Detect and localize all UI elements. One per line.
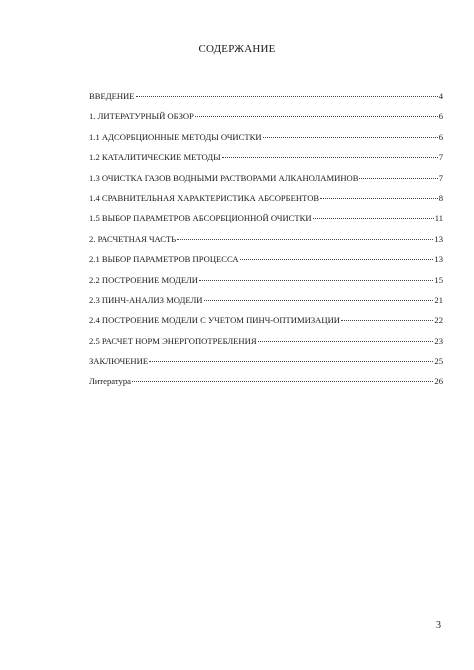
dot-leader xyxy=(341,320,433,321)
toc-entry xyxy=(89,294,443,314)
toc-entry-label: 1.5 ВЫБОР ПАРАМЕТРОВ АБСОРБЦИОННОЙ ОЧИСТКИ xyxy=(89,213,312,224)
toc-entry-page: 7 xyxy=(438,152,443,163)
dot-leader xyxy=(199,280,433,281)
toc-list xyxy=(89,90,443,396)
dot-leader xyxy=(149,361,433,362)
toc-entry-page: 6 xyxy=(438,111,443,122)
toc-entry xyxy=(89,274,443,294)
toc-entry-page: 21 xyxy=(434,294,443,305)
toc-entry xyxy=(89,110,443,130)
toc-entry xyxy=(89,253,443,273)
dot-leader xyxy=(177,239,433,240)
toc-entry-label: ВВЕДЕНИЕ xyxy=(89,91,135,101)
dot-leader xyxy=(359,178,437,179)
toc-entry-page: 23 xyxy=(434,335,443,346)
toc-entry-label: 1.1 АДСОРБЦИОННЫЕ МЕТОДЫ ОЧИСТКИ xyxy=(89,131,262,142)
toc-entry xyxy=(89,131,443,151)
toc-entry-label: 1.3 ОЧИСТКА ГАЗОВ ВОДНЫМИ РАСТВОРАМИ АЛКАНОЛАМИНОВ xyxy=(89,172,359,183)
dot-leader xyxy=(222,157,438,158)
toc-entry xyxy=(89,375,443,395)
toc-entry-page: 13 xyxy=(434,254,443,265)
toc-entry-page: 6 xyxy=(438,131,443,142)
toc-entry-page: 8 xyxy=(438,192,443,203)
toc-entry-label: 2.2 ПОСТРОЕНИЕ МОДЕЛИ xyxy=(89,274,198,285)
toc-entry xyxy=(89,192,443,212)
toc-entry xyxy=(89,90,443,110)
toc-entry xyxy=(89,233,443,253)
dot-leader xyxy=(195,116,438,117)
toc-entry-page: 22 xyxy=(434,315,443,326)
toc-entry-label: Литература xyxy=(89,376,131,387)
toc-entry-label: 2.5 РАСЧЕТ НОРМ ЭНЕРГОПОТРЕБЛЕНИЯ xyxy=(89,335,257,346)
dot-leader xyxy=(263,137,438,138)
toc-entry xyxy=(89,335,443,355)
dot-leader xyxy=(132,381,433,382)
toc-entry xyxy=(89,172,443,192)
toc-entry xyxy=(89,355,443,375)
toc-entry-label: 1.2 КАТАЛИТИЧЕСКИЕ МЕТОДЫ xyxy=(89,152,221,163)
toc-entry-page: 11 xyxy=(434,213,443,224)
toc-entry-label: 1.4 СРАВНИТЕЛЬНАЯ ХАРАКТЕРИСТИКА АБСОРБЕНТОВ xyxy=(89,192,320,203)
toc-entry-page: 13 xyxy=(434,233,443,244)
dot-leader xyxy=(204,300,434,301)
toc-entry-page: 26 xyxy=(434,376,443,387)
toc-entry-label: 1. ЛИТЕРАТУРНЫЙ ОБЗОР xyxy=(89,111,194,122)
toc-entry-label: 2. РАСЧЕТНАЯ ЧАСТЬ xyxy=(89,233,177,244)
dot-leader xyxy=(136,96,438,97)
toc-entry-page: 15 xyxy=(434,274,443,285)
toc-entry-label: ЗАКЛЮЧЕНИЕ xyxy=(89,356,149,367)
toc-entry xyxy=(89,151,443,171)
toc-title: СОДЕРЖАНИЕ xyxy=(198,43,276,55)
toc-entry xyxy=(89,314,443,334)
toc-entry xyxy=(89,212,443,232)
dot-leader xyxy=(320,198,438,199)
toc-entry-page: 4 xyxy=(438,91,443,101)
toc-entry-label: 2.3 ПИНЧ-АНАЛИЗ МОДЕЛИ xyxy=(89,294,203,305)
dot-leader xyxy=(313,218,434,219)
dot-leader xyxy=(258,341,434,342)
page-number: 3 xyxy=(436,620,441,631)
toc-entry-page: 25 xyxy=(434,356,443,367)
dot-leader xyxy=(240,259,434,260)
toc-entry-label: 2.4 ПОСТРОЕНИЕ МОДЕЛИ С УЧЕТОМ ПИНЧ-ОПТИМИЗАЦИИ xyxy=(89,315,340,326)
toc-entry-label: 2.1 ВЫБОР ПАРАМЕТРОВ ПРОЦЕССА xyxy=(89,254,239,265)
toc-entry-page: 7 xyxy=(438,172,443,183)
